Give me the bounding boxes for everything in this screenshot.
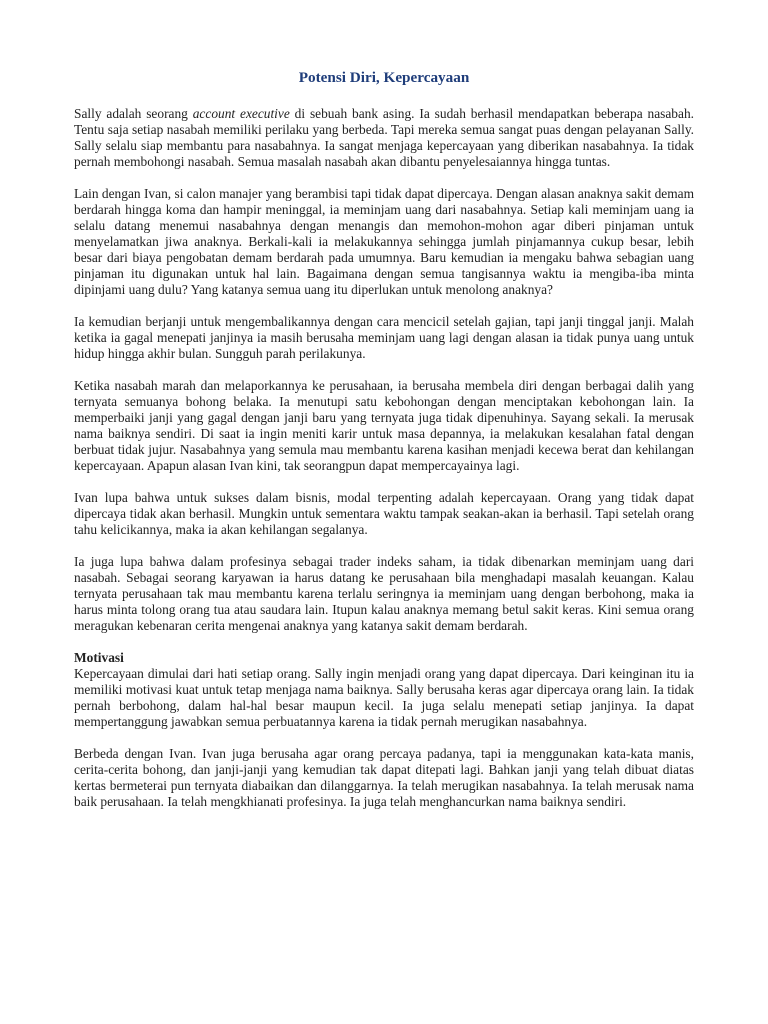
paragraph-4: Ketika nasabah marah dan melaporkannya ke perusahaan, ia berusaha membela diri dengan berbagai dalih yang ternyata semuanya bohong belaka. Ia menutupi satu kebohongan dengan menciptakan kebohongan lain. Ia memperbaiki janji yang gagal dengan janji baru yang ternyata juga tidak dipenuhinya. Sayang sekali. Ia merusak nama baiknya sendiri. Di saat ia ingin meniti karir untuk masa depannya, ia melakukan kesalahan fatal dengan berbuat tidak jujur. Nasabahnya yang semula mau membantu karena kasihan menjadi kecewa berat dan kehilangan kepercayaan. Apapun alasan Ivan kini, tak seorangpun dapat mempercayainya lagi. bbox=[74, 378, 694, 473]
document-title: Potensi Diri, Kepercayaan bbox=[298, 69, 470, 86]
paragraph-1 bbox=[74, 106, 694, 170]
document-page bbox=[74, 69, 694, 826]
paragraph-1-text-start: Sally adalah seorang bbox=[74, 106, 193, 121]
paragraph-2: Lain dengan Ivan, si calon manajer yang berambisi tapi tidak dapat dipercaya. Dengan alasan anaknya sakit demam berdarah hingga koma dan hampir meninggal, ia meminjam uang dari nasabahnya. Setiap kali meminjam uang ia selalu datang menemui nasabahnya dengan menangis dan memohon-mohon agar diberi pinjaman untuk menyelamatkan jiwa anaknya. Berkali-kali ia melakukannya sehingga jumlah pinjamannya cukup besar, lebih besar dari biaya pengobatan demam berdarah pada umumnya. Baru kemudian ia mengaku bahwa sebagian uang pinjaman itu digunakan untuk hal lain. Bagaimana dengan semua tangisannya waktu ia mengiba-iba minta dipinjami uang dulu? Yang katanya semua uang itu diperlukan untuk menolong anaknya? bbox=[74, 186, 694, 297]
paragraph-1-emphasis: account executive bbox=[192, 106, 290, 121]
paragraph-8: Berbeda dengan Ivan. Ivan juga berusaha agar orang percaya padanya, tapi ia menggunakan kata-kata manis, cerita-cerita bohong, dan janji-janji yang kemudian tak dapat ditepati lagi. Bahkan janji yang telah dibuat diatas kertas bermeterai pun ternyata diabaikan dan dilanggarnya. Ia telah merugikan nasabahnya. Ia telah merusak nama baik perusahaan. Ia telah mengkhianati profesinya. Ia juga telah menghancurkan nama baiknya sendiri. bbox=[74, 746, 694, 809]
section-heading-motivasi: Motivasi bbox=[74, 650, 124, 665]
paragraph-6: Ia juga lupa bahwa dalam profesinya sebagai trader indeks saham, ia tidak dibenarkan meminjam uang dari nasabah. Sebagai seorang karyawan ia harus datang ke perusahaan bila menghadapi masalah keuangan. Kalau ternyata perusahaan tak mau membantu karena terlalu seringnya ia meminjam uang dengan berbohong, maka ia harus minta tolong orang tua atau saudara lain. Itupun kalau anaknya memang betul sakit keras. Kini semua orang meragukan kebenaran cerita mengenai anaknya yang katanya sakit demam berdarah. bbox=[74, 554, 694, 633]
paragraph-3: Ia kemudian berjanji untuk mengembalikannya dengan cara mencicil setelah gajian, tapi janji tinggal janji. Malah ketika ia gagal menepati janjinya ia masih berusaha meminjam uang lagi dengan alasan ia tidak punya uang untuk hidup hingga akhir bulan. Sungguh parah perilakunya. bbox=[74, 314, 694, 361]
paragraph-1-text-end: di sebuah bank asing. Ia sudah berhasil mendapatkan beberapa nasabah. Tentu saja setiap nasabah memiliki perilaku yang berbeda. Tapi mereka semua sangat puas dengan pelayanan Sally. Sally selalu siap membantu para nasabahnya. Ia sangat menjaga kepercayaan yang diberikan nasabahnya. Ia tidak pernah membohongi nasabah. Semua masalah nasabah akan dibantu penyelesaiannya hingga tuntas. bbox=[74, 106, 694, 169]
paragraph-5: Ivan lupa bahwa untuk sukses dalam bisnis, modal terpenting adalah kepercayaan. Orang yang tidak dapat dipercaya tidak akan berhasil. Mungkin untuk sementara waktu tampak seakan-akan ia berhasil. Tapi setelah orang tahu kelicikannya, maka ia akan kehilangan segalanya. bbox=[74, 490, 694, 537]
paragraph-7: Kepercayaan dimulai dari hati setiap orang. Sally ingin menjadi orang yang dapat dipercaya. Dari keinginan itu ia memiliki motivasi kuat untuk tetap menjaga nama baiknya. Sally berusaha keras agar dipercaya orang lain. Ia tidak pernah berbohong, dalam hal-hal besar maupun kecil. Ia juga selalu menepati setiap janjinya. Ia dapat mempertanggung jawabkan semua perbuatannya karena ia tidak pernah merugikan nasabahnya. bbox=[74, 666, 694, 729]
